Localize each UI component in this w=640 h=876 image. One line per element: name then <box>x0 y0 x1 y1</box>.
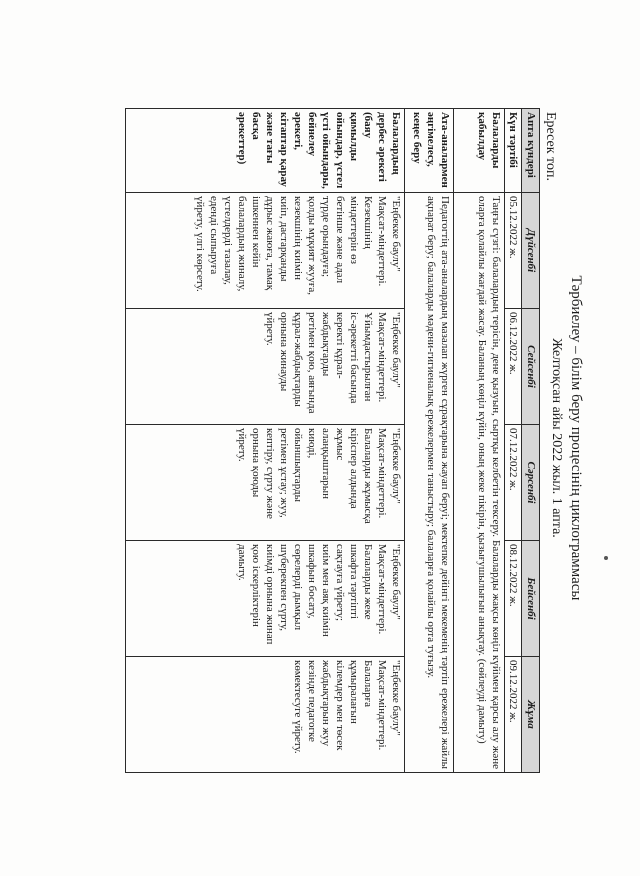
activity-line: алаңқыштарын <box>320 428 332 500</box>
activity-line: үйрету. <box>236 428 248 462</box>
activity-line: Мақсат-міндеттері. <box>376 196 388 287</box>
activity-line: үйрету, үлгі көрсету. <box>194 196 206 292</box>
activity-line: құрал-жабдықтарды <box>292 312 304 407</box>
activity-line: міндеттерін өз <box>348 196 360 264</box>
activity-line: "Еңбекке баулу" <box>390 544 402 620</box>
activity-line: еденді сыпыруға <box>208 196 220 275</box>
activity-line: Балаларды жұмысқа <box>362 428 374 524</box>
activity-line: кіріспер алдында <box>348 428 360 509</box>
table-row-dates <box>505 109 522 773</box>
activity-line: түрде орындауға; <box>320 196 332 278</box>
reception-description: Таңғы сүзгі: балалардың терісін, дене қызуын, сыртқы келбетін тексеру. Балаларды жақсы көңіл күйімен қарсы алу және оларға қолайлы жағдай жасау. Баланың көңіл күйін, оның жеке пікірін, қызығушылығын анықтау. (сөйлеуді дамыту) <box>454 193 505 773</box>
activity-line: Балаларды жеке <box>362 544 374 620</box>
activity-line: жұмыс <box>334 428 346 461</box>
activity-line: қолды мұқият жууға, <box>306 196 318 295</box>
activity-line: ойыншықтарды <box>292 428 304 503</box>
cyclogram-table <box>125 108 540 773</box>
activity-line: ретімен қою, аяғында <box>306 312 318 414</box>
activity-line: киюді, <box>306 428 318 459</box>
activity-line: киіп, дастарқанды <box>278 196 290 282</box>
activity-line: Мақсат-міндеттері. <box>376 544 388 635</box>
activity-line: кептіру, сүрту және <box>264 428 276 519</box>
activity-line: орнына жинауды <box>278 312 290 392</box>
header-friday: Жұма <box>522 657 540 773</box>
activity-line: Мақсат-міндеттері. <box>376 660 388 751</box>
activity-line: Мақсат-міндеттері. <box>376 312 388 403</box>
activity-line: дұрыс жаюға, тамақ <box>264 196 276 291</box>
activity-line: "Еңбекке баулу" <box>390 196 402 272</box>
group-name: Ересек топ. <box>543 112 558 181</box>
row-label-schedule: Күн тәртібі <box>505 109 522 193</box>
activity-line: көмектесуге үйрету. <box>292 660 304 754</box>
header-monday: Дүйсенбі <box>522 193 540 309</box>
parents-description: Педагогтің ата-аналардың мазалап жүрген сұрақтарына жауап беруі; мектепке дейінгі мекеменің тәртіп ережелері жайлы ақпарат беру; балаларды мәдени-гигиеналық ережелермен таныстыру; балаларға қолайлы орта туғызу. <box>405 193 454 773</box>
activity-friday <box>126 657 405 773</box>
document-subtitle: Желтоқсан айы 2022 жыл. 1 апта. <box>549 338 564 538</box>
row-label-reception: Балаларды қабылдау <box>454 109 505 193</box>
row-label-parents: Ата-аналармен әңгімелесу, кеңес беру <box>405 109 454 193</box>
activity-line: балалардың жиналу, <box>236 196 248 292</box>
activity-line: үйрету. <box>264 312 276 346</box>
activity-line: "Еңбекке баулу" <box>390 428 402 504</box>
activity-line: қою іскерліктерін <box>250 544 262 627</box>
activity-line: бетінше және адал <box>334 196 346 284</box>
activity-line: сөрелерді дымқыл <box>292 544 304 631</box>
activity-line: киімді орнына жинап <box>264 544 276 645</box>
date-monday: 05.12.2022 ж. <box>505 193 522 309</box>
activity-line: шкафта тәртіпті <box>348 544 360 619</box>
activity-line: керекті құрал- <box>334 312 346 379</box>
activity-line: құмыралағын <box>348 660 360 724</box>
activity-line: кілемдер мен төсек <box>334 660 346 751</box>
activity-line: "Еңбекке баулу" <box>390 660 402 736</box>
activity-line: жабдықтарын жуу <box>320 660 332 747</box>
date-thursday: 08.12.2022 ж. <box>505 541 522 657</box>
activity-line: кезекшінің киімін <box>292 196 304 280</box>
activity-line: сақтауға үйрету; <box>334 544 346 621</box>
header-tuesday: Сейсенбі <box>522 309 540 425</box>
date-friday: 09.12.2022 ж. <box>505 657 522 773</box>
header-wednesday: Сәрсенбі <box>522 425 540 541</box>
activity-line: "Еңбекке баулу" <box>390 312 402 388</box>
activity-line: кезінде педагогке <box>306 660 318 742</box>
activity-tuesday <box>126 309 405 425</box>
table-row-parents <box>405 109 454 773</box>
date-wednesday: 07.12.2022 ж. <box>505 425 522 541</box>
activity-line: ретімен ұстау; жуу, <box>278 428 290 518</box>
activity-wednesday <box>126 425 405 541</box>
header-weekdays: Апта күндері <box>522 109 540 193</box>
row-label-activity: Балалардың дербес әрекеті (баяу қимылды ойындар, үстел үсті ойындары, бейнелеу әрекеті, кітаптар қарау және тағы басқа әрекеттер) <box>126 109 405 193</box>
activity-thursday <box>126 541 405 657</box>
activity-line: ішкеннен кейін <box>250 196 262 268</box>
activity-line: орнына қоюды <box>250 428 262 498</box>
activity-line: жабдықтарды <box>320 312 332 377</box>
activity-line: Балаларға <box>362 660 374 708</box>
date-tuesday: 06.12.2022 ж. <box>505 309 522 425</box>
activity-monday <box>126 193 405 309</box>
table-header-row <box>522 109 540 773</box>
document-title: Тәрбиелеу – білім беру процесінің циклограммасы <box>568 275 584 601</box>
activity-line: іс-әрекетті басында <box>348 312 360 404</box>
activity-line: Ұйымдастырылған <box>362 312 374 402</box>
activity-line: Мақсат-міндеттері. <box>376 428 388 519</box>
activity-line: үстелдерді тазалау, <box>222 196 234 285</box>
header-thursday: Бейсенбі <box>522 541 540 657</box>
table-row-reception <box>454 109 505 773</box>
activity-line: шүберекпен сүрту, <box>278 544 290 631</box>
activity-line: шкафын босату, <box>306 544 318 619</box>
activity-line: Кезекшінің <box>362 196 374 249</box>
activity-line: дамыту. <box>236 544 248 581</box>
table-row-activity <box>126 109 405 773</box>
scan-speck <box>604 556 608 560</box>
activity-line: киім мен аяқ киімін <box>320 544 332 637</box>
